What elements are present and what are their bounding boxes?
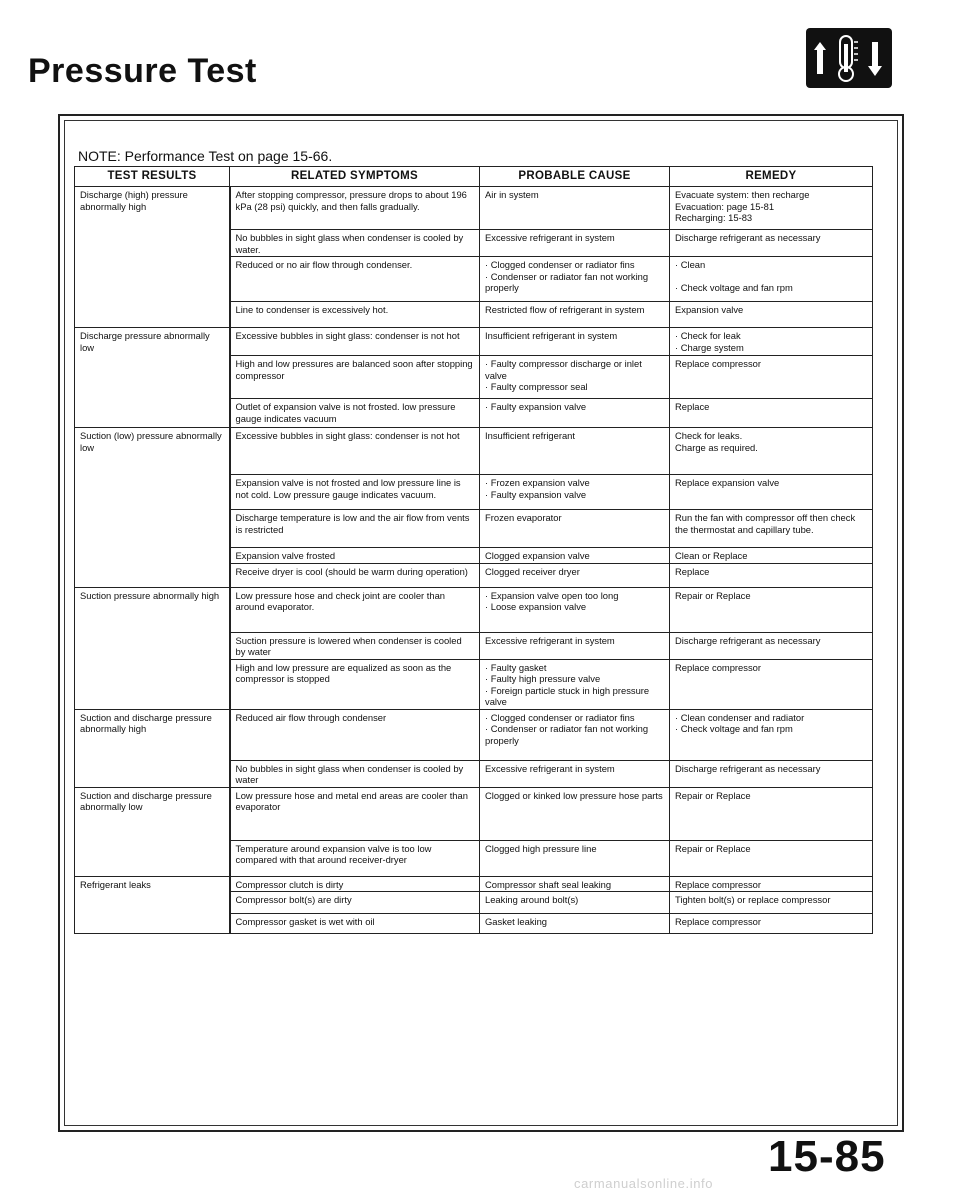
cause-cell-text: · Faulty expansion valve	[485, 401, 587, 412]
cause-cell-text: · Clogged condenser or radiator fins · Condenser or radiator fan not working properly	[485, 711, 649, 746]
cause-cell-text: · Faulty compressor discharge or inlet valve · Faulty compressor seal	[485, 358, 642, 392]
cause-cell	[480, 892, 670, 914]
symptom-cell	[230, 876, 480, 892]
remedy-cell-text: Replace compressor	[675, 878, 761, 890]
remedy-cell	[670, 187, 873, 230]
cause-cell-text: Frozen evaporator	[485, 512, 562, 523]
watermark: carmanualsonline.info	[574, 1176, 714, 1191]
remedy-cell	[670, 632, 873, 659]
symptom-cell-text: Outlet of expansion valve is not frosted. low pressure gauge indicates vacuum	[235, 401, 456, 424]
cause-cell-text: Leaking around bolt(s)	[485, 894, 579, 905]
symptom-cell	[230, 510, 480, 548]
remedy-cell	[670, 302, 873, 328]
symptom-cell	[230, 760, 480, 787]
symptom-cell-text: Excessive bubbles in sight glass: condenser is not hot	[235, 330, 460, 341]
symptom-cell	[230, 230, 480, 257]
symptom-cell-text: Line to condenser is excessively hot.	[235, 304, 389, 315]
table-row	[75, 328, 873, 356]
remedy-cell	[670, 328, 873, 356]
remedy-cell-text: Tighten bolt(s) or replace compressor	[675, 894, 831, 905]
remedy-cell	[670, 709, 873, 760]
page-title: Pressure Test	[28, 52, 257, 90]
cause-cell	[480, 632, 670, 659]
cause-cell-text: Clogged high pressure line	[485, 842, 597, 854]
remedy-cell-text: Replace	[675, 401, 710, 412]
test-result-cell: Discharge (high) pressure abnormally high	[75, 187, 230, 328]
symptom-cell-text: Excessive bubbles in sight glass: condenser is not hot	[235, 430, 460, 441]
table-header-row	[75, 167, 873, 187]
symptom-cell-text: Expansion valve frosted	[235, 550, 336, 561]
cause-cell-text: Insufficient refrigerant in system	[485, 330, 618, 341]
cause-cell-text: · Frozen expansion valve · Faulty expansion valve	[485, 477, 590, 500]
remedy-cell-text: Replace compressor	[675, 358, 761, 369]
cause-cell-text: Excessive refrigerant in system	[485, 232, 615, 243]
table-row	[75, 587, 873, 632]
symptom-cell-text: After stopping compressor, pressure drops to about 196 kPa (28 psi) quickly, and then falls gradually.	[235, 189, 467, 212]
cause-cell	[480, 428, 670, 475]
cause-cell	[480, 914, 670, 934]
symptom-cell-text: Compressor bolt(s) are dirty	[235, 894, 352, 905]
remedy-cell-text: Replace compressor	[675, 916, 761, 927]
header-remedy: REMEDY	[670, 167, 873, 187]
symptom-cell-text: High and low pressure are equalized as soon as the compressor is stopped	[235, 661, 452, 684]
symptom-cell-text: Reduced air flow through condenser	[235, 711, 387, 723]
remedy-cell-text: Clean or Replace	[675, 550, 748, 561]
symptom-cell	[230, 187, 480, 230]
remedy-cell-text: Repair or Replace	[675, 842, 751, 854]
remedy-cell	[670, 892, 873, 914]
symptom-cell	[230, 632, 480, 659]
symptom-cell-text: Receive dryer is cool (should be warm during operation)	[235, 565, 468, 577]
cause-cell	[480, 510, 670, 548]
cause-cell-text: · Faulty gasket · Faulty high pressure valve · Foreign particle stuck in high pressure valve	[485, 661, 650, 707]
remedy-cell	[670, 587, 873, 632]
test-result-cell: Suction (low) pressure abnormally low	[75, 428, 230, 588]
remedy-cell	[670, 787, 873, 840]
symptom-cell	[230, 428, 480, 475]
symptom-cell-text: Low pressure hose and metal end areas are cooler than evaporator	[235, 789, 468, 812]
cause-cell	[480, 709, 670, 760]
symptom-cell-text: Reduced or no air flow through condenser.	[235, 259, 413, 270]
symptom-cell	[230, 302, 480, 328]
remedy-cell-text: · Clean · Check voltage and fan rpm	[675, 259, 793, 293]
symptom-cell	[230, 399, 480, 428]
symptom-cell	[230, 840, 480, 876]
remedy-cell-text: Discharge refrigerant as necessary	[675, 762, 821, 774]
remedy-cell-text: Check for leaks. Charge as required.	[675, 430, 758, 453]
cause-cell-text: Clogged expansion valve	[485, 550, 590, 561]
remedy-cell-text: · Check for leak · Charge system	[675, 330, 744, 353]
remedy-cell-text: Discharge refrigerant as necessary	[675, 634, 821, 646]
cause-cell	[480, 356, 670, 399]
page-number: 15-85	[768, 1132, 886, 1181]
symptom-cell-text: High and low pressures are balanced soon after stopping compressor	[235, 358, 473, 381]
remedy-cell	[670, 548, 873, 564]
pressure-test-table	[74, 166, 873, 934]
symptom-cell-text: Compressor clutch is dirty	[235, 878, 344, 890]
remedy-cell-text: Repair or Replace	[675, 789, 751, 801]
cause-cell	[480, 230, 670, 257]
remedy-cell-text: Replace	[675, 565, 710, 577]
symptom-cell-text: No bubbles in sight glass when condenser is cooled by water.	[235, 232, 464, 255]
remedy-cell-text: Repair or Replace	[675, 589, 751, 601]
remedy-cell	[670, 399, 873, 428]
symptom-cell-text: No bubbles in sight glass when condenser is cooled by water	[235, 762, 464, 785]
cause-cell	[480, 659, 670, 709]
table-row	[75, 876, 873, 892]
remedy-cell	[670, 760, 873, 787]
remedy-cell-text: Run the fan with compressor off then check the thermostat and capillary tube.	[675, 512, 856, 535]
remedy-cell-text: Replace expansion valve	[675, 477, 780, 488]
symptom-cell-text: Compressor gasket is wet with oil	[235, 916, 375, 927]
symptom-cell	[230, 709, 480, 760]
remedy-cell	[670, 659, 873, 709]
symptom-cell	[230, 914, 480, 934]
cause-cell	[480, 876, 670, 892]
symptom-cell	[230, 328, 480, 356]
symptom-cell-text: Expansion valve is not frosted and low pressure line is not cold. Low pressure gauge indicates vacuum.	[235, 477, 461, 500]
table-row	[75, 187, 873, 230]
cause-cell	[480, 587, 670, 632]
remedy-cell-text: · Clean condenser and radiator · Check voltage and fan rpm	[675, 711, 805, 734]
remedy-cell-text: Discharge refrigerant as necessary	[675, 232, 821, 243]
remedy-cell	[670, 475, 873, 510]
symptom-cell-text: Suction pressure is lowered when condenser is cooled by water	[235, 634, 462, 657]
remedy-cell	[670, 840, 873, 876]
cause-cell	[480, 760, 670, 787]
remedy-cell	[670, 428, 873, 475]
cause-cell-text: · Expansion valve open too long · Loose expansion valve	[485, 589, 619, 612]
symptom-cell	[230, 587, 480, 632]
cause-cell	[480, 302, 670, 328]
remedy-cell	[670, 914, 873, 934]
remedy-cell	[670, 510, 873, 548]
cause-cell-text: Compressor shaft seal leaking	[485, 878, 612, 890]
header-related-symptoms: RELATED SYMPTOMS	[230, 167, 480, 187]
cause-cell	[480, 563, 670, 587]
cause-cell	[480, 328, 670, 356]
symptom-cell	[230, 787, 480, 840]
thermometer-arrows-icon	[806, 28, 892, 88]
test-result-cell: Discharge pressure abnormally low	[75, 328, 230, 428]
cause-cell-text: Restricted flow of refrigerant in system	[485, 304, 645, 315]
temperature-pressure-icon	[806, 28, 892, 88]
symptom-cell	[230, 356, 480, 399]
note-text: NOTE: Performance Test on page 15-66.	[78, 148, 333, 164]
table-row	[75, 428, 873, 475]
table-row	[75, 787, 873, 840]
table-row	[75, 709, 873, 760]
symptom-cell	[230, 475, 480, 510]
cause-cell-text: · Clogged condenser or radiator fins · Condenser or radiator fan not working properly	[485, 259, 649, 293]
symptom-cell	[230, 257, 480, 302]
header-test-results: TEST RESULTS	[75, 167, 230, 187]
remedy-cell	[670, 563, 873, 587]
cause-cell	[480, 475, 670, 510]
cause-cell-text: Air in system	[485, 189, 539, 200]
cause-cell	[480, 787, 670, 840]
remedy-cell	[670, 876, 873, 892]
symptom-cell	[230, 659, 480, 709]
symptom-cell-text: Temperature around expansion valve is too low compared with that around receiver-dryer	[235, 842, 432, 865]
cause-cell-text: Excessive refrigerant in system	[485, 634, 615, 646]
cause-cell	[480, 399, 670, 428]
test-result-cell: Suction pressure abnormally high	[75, 587, 230, 709]
cause-cell	[480, 840, 670, 876]
table-body	[75, 187, 873, 934]
test-result-cell: Suction and discharge pressure abnormally low	[75, 787, 230, 876]
cause-cell-text: Clogged receiver dryer	[485, 565, 580, 577]
cause-cell	[480, 257, 670, 302]
cause-cell	[480, 187, 670, 230]
remedy-cell	[670, 257, 873, 302]
header-probable-cause: PROBABLE CAUSE	[480, 167, 670, 187]
cause-cell-text: Insufficient refrigerant	[485, 430, 575, 441]
remedy-cell	[670, 230, 873, 257]
remedy-cell-text: Evacuate system: then recharge Evacuation: page 15-81 Recharging: 15-83	[675, 189, 810, 223]
test-result-cell: Refrigerant leaks	[75, 876, 230, 934]
cause-cell-text: Excessive refrigerant in system	[485, 762, 615, 774]
remedy-cell	[670, 356, 873, 399]
symptom-cell	[230, 892, 480, 914]
symptom-cell	[230, 548, 480, 564]
remedy-cell-text: Replace compressor	[675, 661, 761, 673]
cause-cell-text: Gasket leaking	[485, 916, 548, 927]
cause-cell	[480, 548, 670, 564]
test-result-cell: Suction and discharge pressure abnormally high	[75, 709, 230, 787]
symptom-cell-text: Low pressure hose and check joint are cooler than around evaporator.	[235, 589, 446, 612]
symptom-cell-text: Discharge temperature is low and the air flow from vents is restricted	[235, 512, 470, 535]
cause-cell-text: Clogged or kinked low pressure hose parts	[485, 789, 663, 801]
symptom-cell	[230, 563, 480, 587]
remedy-cell-text: Expansion valve	[675, 304, 744, 315]
